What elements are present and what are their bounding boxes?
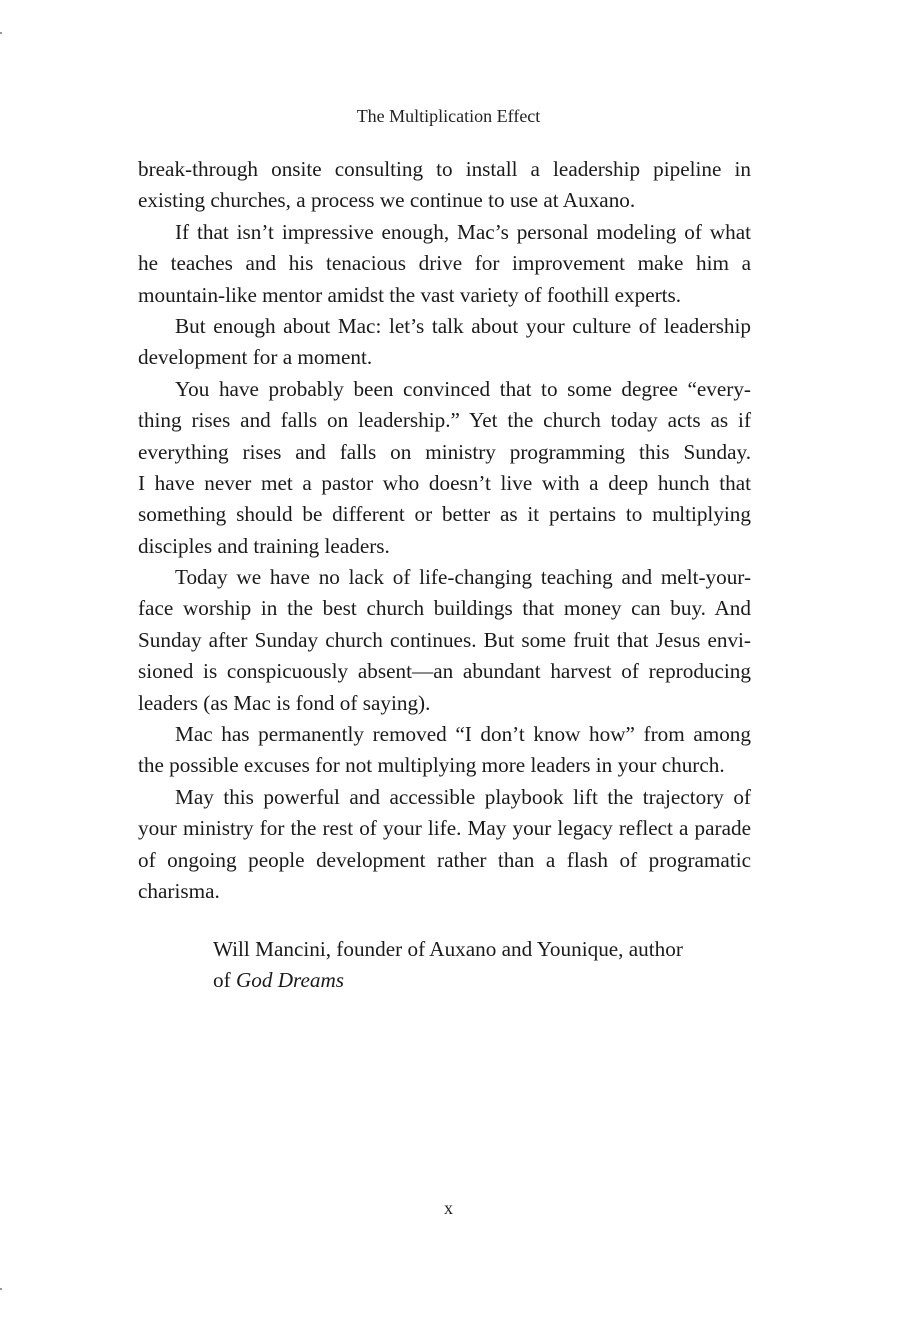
text-line: I have never met a pastor who doesn’t live with a deep hunch that [138, 470, 751, 495]
edge-mark [0, 1288, 2, 1290]
text-line: You have probably been convinced that to some degree “every- [175, 376, 751, 401]
attribution-prefix: of [213, 968, 236, 993]
book-title: God Dreams [235, 968, 345, 993]
text-line: leaders (as Mac is fond of saying). [138, 690, 431, 715]
page-number: x [444, 1198, 453, 1218]
text-line: May this powerful and accessible playbook lift the trajectory of [175, 784, 751, 809]
paragraph [138, 311, 751, 374]
text-line: something should be different or better as it pertains to multiplying [138, 502, 751, 527]
text-line: he teaches and his tenacious drive for improvement make him a [138, 251, 751, 276]
paragraph [138, 217, 751, 311]
text-line: Sunday after Sunday church continues. But some fruit that Jesus envi- [138, 627, 751, 652]
paragraph [138, 719, 751, 782]
paragraph [138, 782, 751, 908]
running-head: The Multiplication Effect [356, 106, 541, 126]
text-line: face worship in the best church buildings that money can buy. And [138, 596, 751, 621]
text-line: But enough about Mac: let’s talk about your culture of leadership [175, 313, 751, 338]
text-line: existing churches, a process we continue to use at Auxano. [138, 188, 636, 213]
text-line: everything rises and falls on ministry programming this Sunday. [138, 439, 751, 464]
text-line: development for a moment. [138, 345, 373, 370]
text-line: mountain-like mentor amidst the vast variety of foothill experts. [138, 282, 682, 307]
text-line: your ministry for the rest of your life. May your legacy reflect a parade [138, 816, 751, 841]
paragraph [138, 154, 751, 217]
text-line: of ongoing people development rather than a flash of programatic [138, 847, 751, 872]
attribution-line [213, 965, 753, 996]
text-line: Today we have no lack of life-changing teaching and melt-your- [175, 565, 751, 590]
attribution [213, 934, 753, 997]
text-line: If that isn’t impressive enough, Mac’s personal modeling of what [175, 219, 751, 244]
text-line: the possible excuses for not multiplying more leaders in your church. [138, 753, 725, 778]
attribution-line: Will Mancini, founder of Auxano and Younique, author [213, 937, 683, 961]
edge-mark [0, 32, 2, 34]
text-line: break-through onsite consulting to install a leadership pipeline in [138, 157, 751, 181]
text-line: thing rises and falls on leadership.” Yet the church today acts as if [138, 408, 751, 433]
body-text [138, 154, 751, 907]
text-line: sioned is conspicuously absent—an abundant harvest of reproducing [138, 659, 751, 684]
text-line: charisma. [138, 878, 220, 903]
paragraph [138, 374, 751, 562]
text-line: disciples and training leaders. [138, 533, 390, 558]
text-line: Mac has permanently removed “I don’t know how” from among [175, 722, 751, 747]
paragraph [138, 562, 751, 719]
